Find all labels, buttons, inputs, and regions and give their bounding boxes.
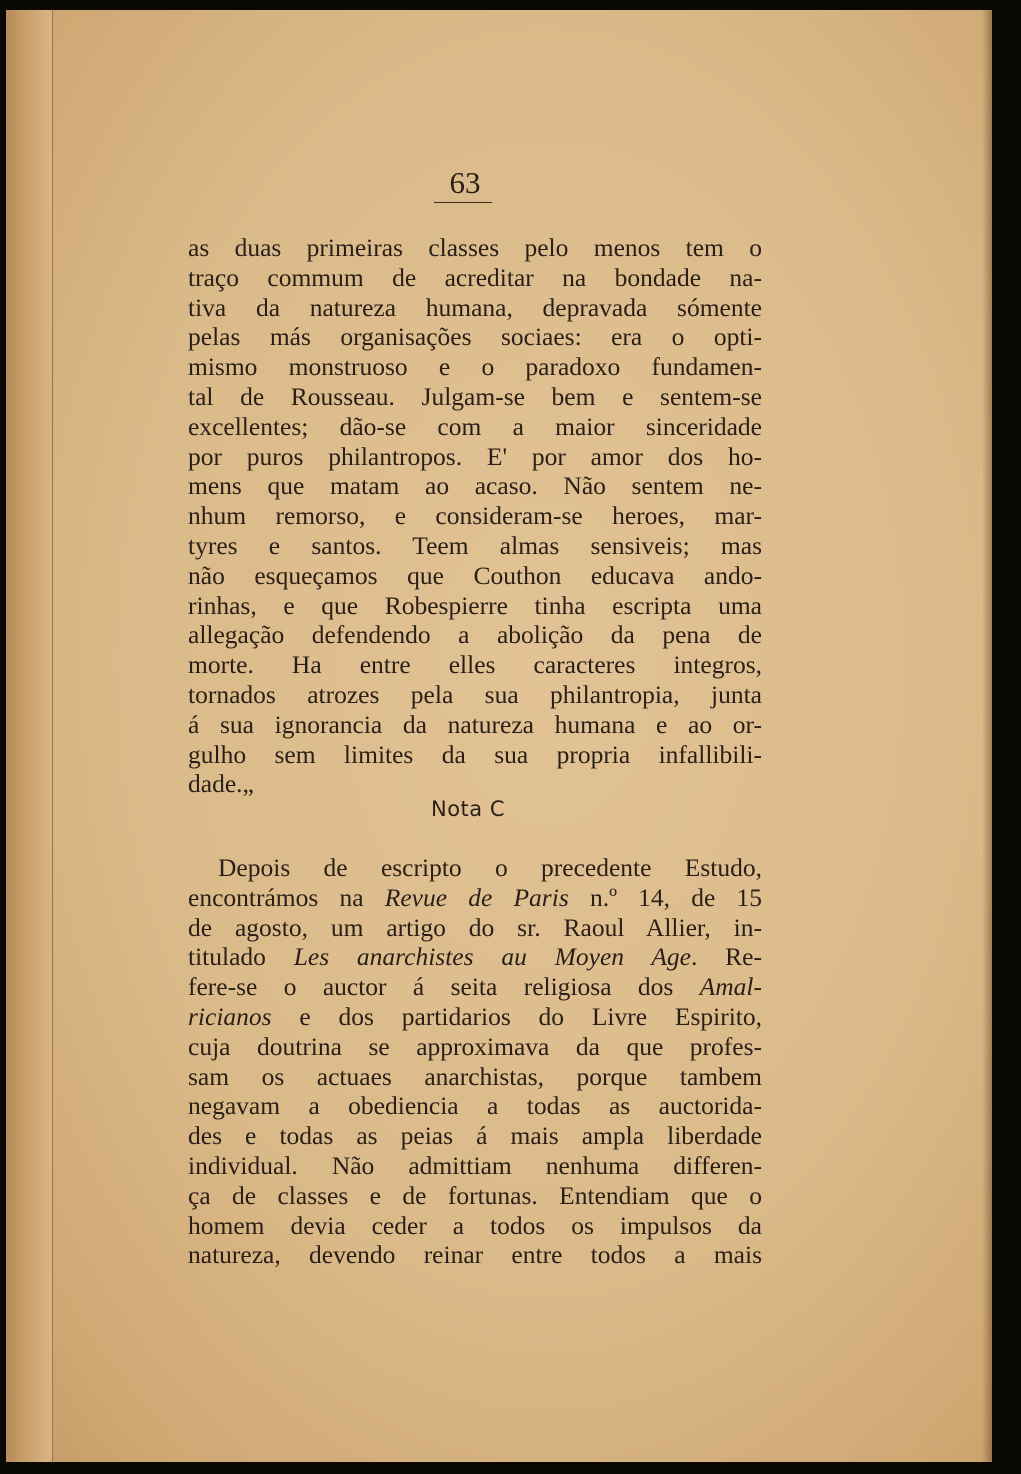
text-line: tornados atrozes pela sua philantropia, junta <box>188 679 762 709</box>
text-line: tal de Rousseau. Julgam-se bem e sentem-se <box>188 381 762 411</box>
text-line: nhum remorso, e consideram-se heroes, mar- <box>188 501 762 531</box>
binding-gutter <box>6 10 53 1462</box>
text-line: não esqueçamos que Couthon educava ando- <box>188 560 762 590</box>
text-line: de agosto, um artigo do sr. Raoul Allier, in- <box>188 912 762 942</box>
sect-name: ricianos <box>188 1001 272 1031</box>
text-line: pelas más organisações sociaes: era o opti- <box>188 322 762 352</box>
text-line: tyres e santos. Teem almas sensiveis; mas <box>188 530 762 560</box>
page-number: 63 <box>449 165 481 200</box>
paragraph-1 <box>188 233 762 799</box>
text-line: dade.„ <box>188 769 254 799</box>
text-line: homem devia ceder a todos os impulsos da <box>188 1210 762 1240</box>
text-line: rinhas, e que Robespierre tinha escripta uma <box>188 590 762 620</box>
text-line: fere-se o auctor á seita religiosa dos Amal- <box>188 972 762 1002</box>
text-line: negavam a obediencia a todas as auctorida- <box>188 1091 762 1121</box>
page-edge-shadow <box>982 10 992 1462</box>
text-line: titulado Les anarchistes au Moyen Age. Re- <box>188 942 762 972</box>
sect-name: Amal- <box>699 972 762 1002</box>
text-line: ricianos e dos partidarios do Livre Espirito, <box>188 1001 762 1031</box>
text-line: gulho sem limites da sua propria infallibili- <box>188 739 762 769</box>
section-heading: Nota C <box>431 797 505 821</box>
page-number-rule <box>434 202 492 203</box>
text-line: as duas primeiras classes pelo menos tem o <box>188 233 762 262</box>
text-line: mismo monstruoso e o paradoxo fundamen- <box>188 352 762 382</box>
text-line: encontrámos na Revue de Paris n.º 14, de 15 <box>188 882 762 912</box>
text-line: Depois de escripto o precedente Estudo, <box>218 853 762 882</box>
text-line: por puros philantropos. E' por amor dos ho- <box>188 441 762 471</box>
text-line: des e todas as peias á mais ampla liberdade <box>188 1121 762 1151</box>
text-line: cuja doutrina se approximava da que profes- <box>188 1031 762 1061</box>
text-line: allegação defendendo a abolição da pena de <box>188 620 762 650</box>
journal-title: Revue de Paris <box>384 882 569 912</box>
text-line: tiva da natureza humana, depravada sómente <box>188 292 762 322</box>
text-line: á sua ignorancia da natureza humana e ao or- <box>188 709 762 739</box>
article-title: Les anarchistes au Moyen Age <box>293 942 691 972</box>
text-line: natureza, devendo reinar entre todos a mais <box>188 1240 762 1270</box>
paragraph-2 <box>188 853 762 1270</box>
text-line: traço commum de acreditar na bondade na- <box>188 262 762 292</box>
book-page <box>6 10 992 1462</box>
text-line: morte. Ha entre elles caracteres integros, <box>188 650 762 680</box>
text-line: mens que matam ao acaso. Não sentem ne- <box>188 471 762 501</box>
text-line: individual. Não admittiam nenhuma differen- <box>188 1150 762 1180</box>
text-line: sam os actuaes anarchistas, porque tambem <box>188 1061 762 1091</box>
text-line: ça de classes e de fortunas. Entendiam que o <box>188 1180 762 1210</box>
text-line: excellentes; dão-se com a maior sinceridade <box>188 411 762 441</box>
